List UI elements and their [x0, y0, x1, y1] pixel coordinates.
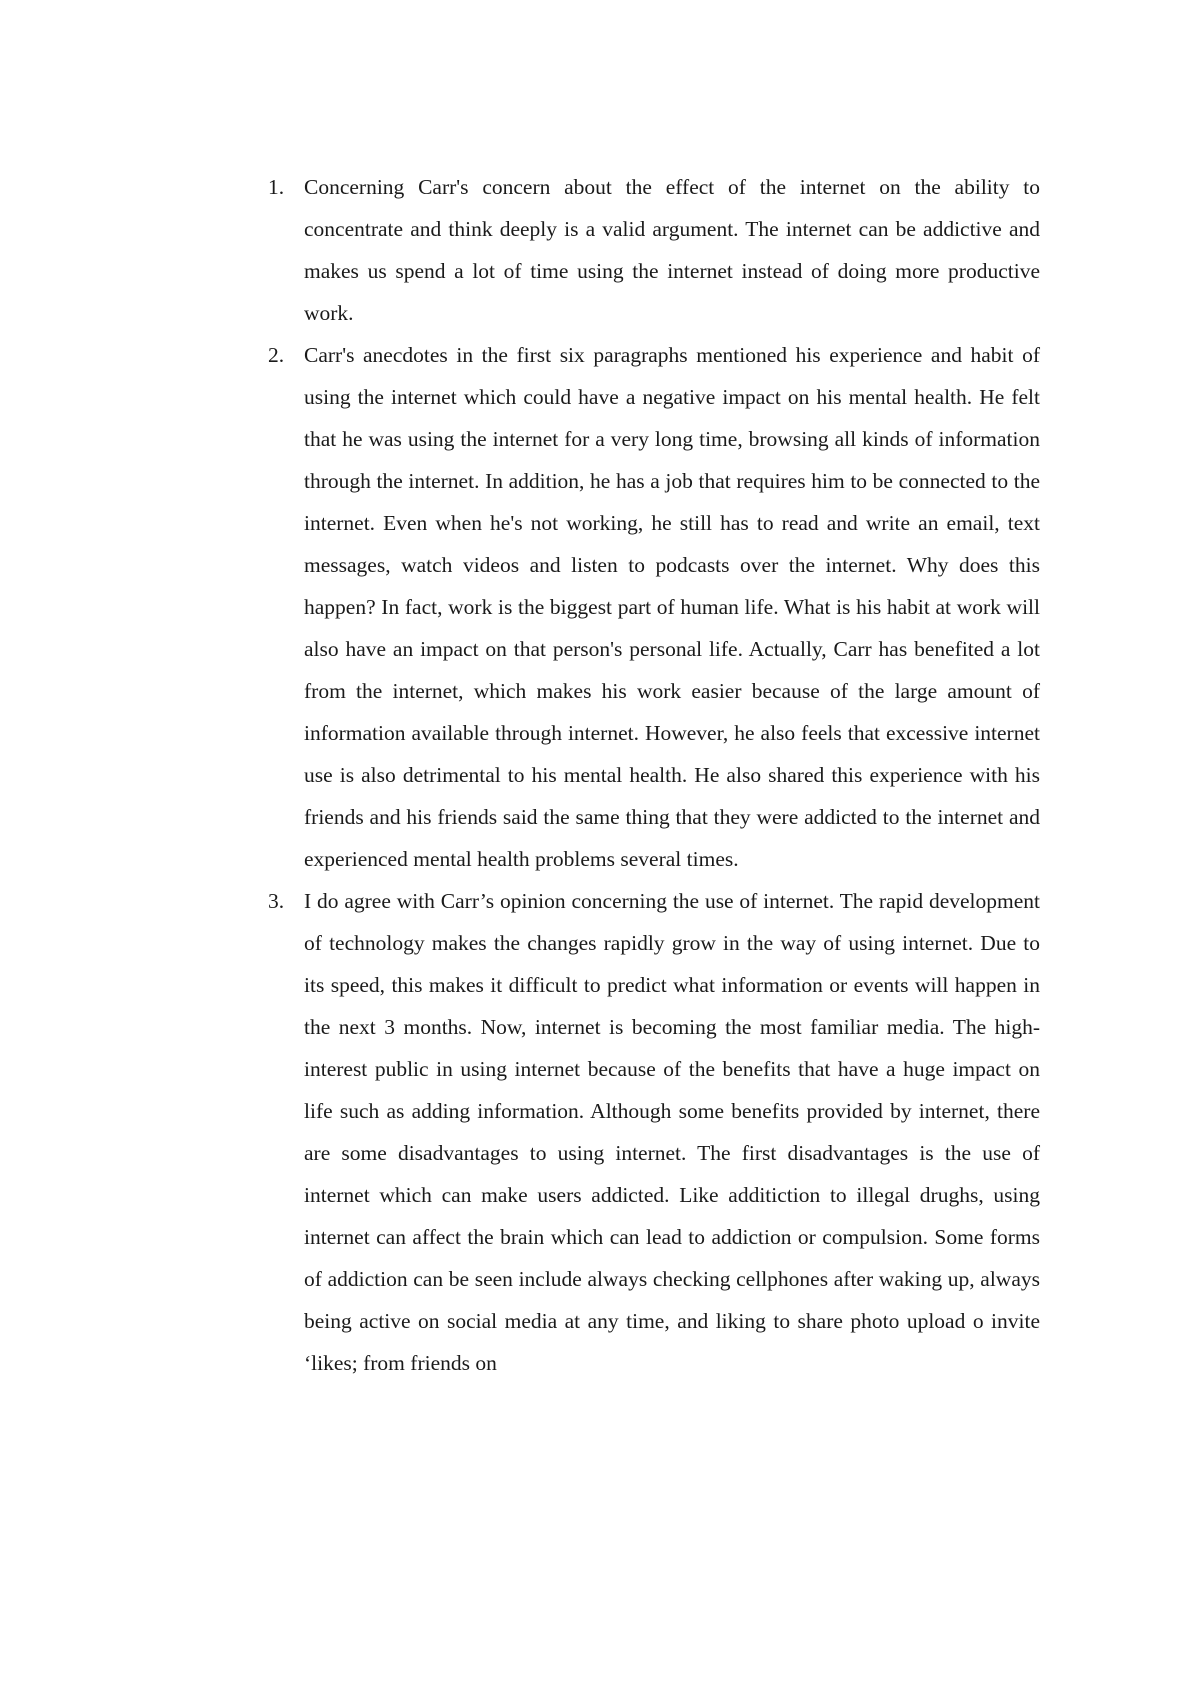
list-item: [268, 334, 1040, 880]
list-item-number: 2.: [268, 343, 285, 367]
list-item-number: 3.: [268, 889, 285, 913]
numbered-list: [268, 166, 1040, 1384]
list-item-text: I do agree with Carr’s opinion concerning the use of internet. The rapid development of technology makes the changes rapidly grow in the way of using internet. Due to its speed, this makes it difficult to predict what information or events will happen in the next 3 months. Now, internet is becoming the most familiar media. The high-interest public in using internet because of the benefits that have a huge impact on life such as adding information. Although some benefits provided by internet, there are some disadvantages to using internet. The first disadvantages is the use of internet which can make users addicted. Like additiction to illegal drughs, using internet can affect the brain which can lead to addiction or compulsion. Some forms of addiction can be seen include always checking cellphones after waking up, always being active on social media at any time, and liking to share photo upload o invite ‘likes; from friends on: [304, 889, 1040, 1375]
list-item-text: Carr's anecdotes in the first six paragraphs mentioned his experience and habit of using the internet which could have a negative impact on his mental health. He felt that he was using the internet for a very long time, browsing all kinds of information through the internet. In addition, he has a job that requires him to be connected to the internet. Even when he's not working, he still has to read and write an email, text messages, watch videos and listen to podcasts over the internet. Why does this happen? In fact, work is the biggest part of human life. What is his habit at work will also have an impact on that person's personal life. Actually, Carr has benefited a lot from the internet, which makes his work easier because of the large amount of information available through internet. However, he also feels that excessive internet use is also detrimental to his mental health. He also shared this experience with his friends and his friends said the same thing that they were addicted to the internet and experienced mental health problems several times.: [304, 343, 1040, 871]
list-item: [268, 880, 1040, 1384]
list-item-number: 1.: [268, 175, 285, 199]
list-item: [268, 166, 1040, 334]
list-item-text: Concerning Carr's concern about the effect of the internet on the ability to concentrate and think deeply is a valid argument. The internet can be addictive and makes us spend a lot of time using the internet instead of doing more productive work.: [304, 175, 1040, 325]
